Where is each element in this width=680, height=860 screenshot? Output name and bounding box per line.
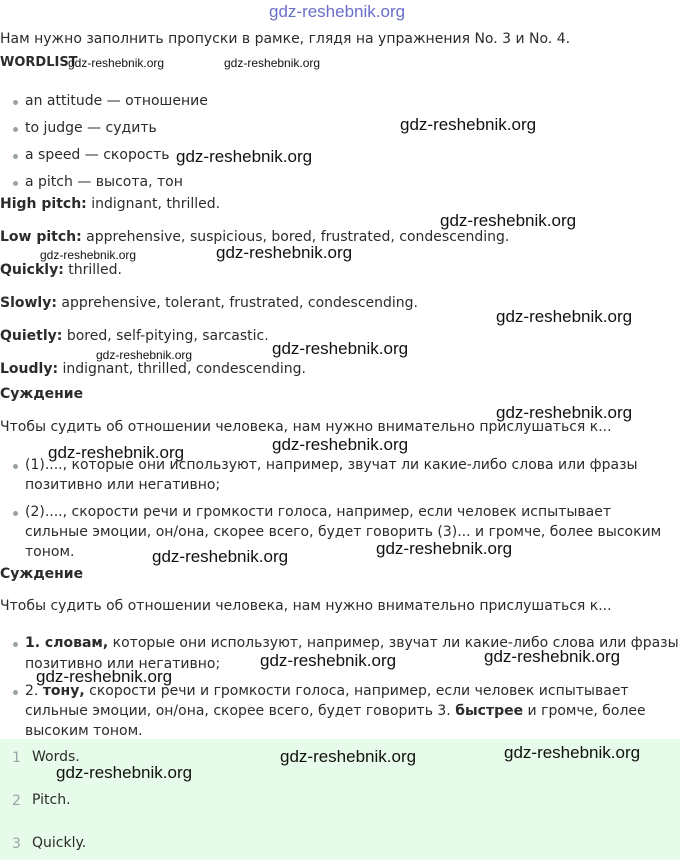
watermark: gdz-reshebnik.org [496,307,633,326]
section1-bullet1-line1: (1)...., которые они используют, например, звучат ли какие-либо слова или фразы [25,457,638,473]
answer-number: 2 [12,793,21,809]
wordlist-item: a speed — скорость [25,147,170,163]
watermark: gdz-reshebnik.org [504,743,641,762]
wordlist-title: WORDLIST [0,55,78,70]
bullet-dot [13,690,18,695]
watermark: gdz-reshebnik.org [36,667,173,686]
watermark: gdz-reshebnik.org [40,248,137,262]
section2-bullet2-line3: высоким тоном. [25,723,143,739]
answer-text: Words. [32,749,80,765]
category-high-pitch: High pitch: indignant, thrilled. [0,196,221,212]
category-loudly: Loudly: indignant, thrilled, condescending. [0,361,306,377]
wordlist-item: to judge — судить [25,120,157,136]
watermark: gdz-reshebnik.org [176,147,313,166]
watermark: gdz-reshebnik.org [440,211,577,230]
bullet-dot [13,154,18,159]
watermark-top: gdz-reshebnik.org [269,2,406,21]
watermark: gdz-reshebnik.org [484,647,621,666]
watermark: gdz-reshebnik.org [152,547,289,566]
watermark: gdz-reshebnik.org [280,747,417,766]
bullet-dot [13,127,18,132]
category-low-pitch: Low pitch: apprehensive, suspicious, bored, frustrated, condescending. [0,229,510,245]
category-quickly: Quickly: thrilled. [0,262,122,278]
answer-number: 1 [12,750,21,766]
section2-bullet2-line1: 2. тону, скорости речи и громкости голоса, например, если человек испытывает [25,683,629,699]
section1-bullet2-line2: сильные эмоции, он/она, скорее всего, будет говорить (3)... и громче, более высоким [25,524,662,540]
watermark: gdz-reshebnik.org [376,539,513,558]
section1-bullet2-line3: тоном. [25,544,75,560]
intro-text: Нам нужно заполнить пропуски в рамке, глядя на упражнения No. 3 и No. 4. [0,31,571,47]
answer-text: Quickly. [32,835,87,851]
section2-bullet2-line2: сильные эмоции, он/она, скорее всего, будет говорить 3. быстрее и громче, более [25,703,646,719]
watermark: gdz-reshebnik.org [400,115,537,134]
watermark: gdz-reshebnik.org [96,348,193,362]
section1-bullet2-line1: (2)...., скорости речи и громкости голоса, например, если человек испытывает [25,504,611,520]
section1-title: Суждение [0,386,84,402]
wordlist-item: a pitch — высота, тон [25,174,183,190]
bullet-dot [13,100,18,105]
answer-number: 3 [12,836,21,852]
section1-lead: Чтобы судить об отношении человека, нам нужно внимательно прислушаться к... [0,419,612,435]
bullet-dot [13,464,18,469]
category-quietly: Quietly: bored, self-pitying, sarcastic. [0,328,269,344]
category-slowly: Slowly: apprehensive, tolerant, frustrated, condescending. [0,295,418,311]
wordlist-item: an attitude — отношение [25,93,208,109]
bullet-dot [13,642,18,647]
section1-bullet1-line2: позитивно или негативно; [25,477,221,493]
watermark: gdz-reshebnik.org [56,763,193,782]
section2-title: Суждение [0,566,84,582]
watermark: gdz-reshebnik.org [260,651,397,670]
watermark: gdz-reshebnik.org [272,339,409,358]
watermark: gdz-reshebnik.org [496,403,633,422]
section2-lead: Чтобы судить об отношении человека, нам нужно внимательно прислушаться к... [0,598,612,614]
bullet-dot [13,511,18,516]
section2-bullet1-line1: 1. словам, которые они используют, например, звучат ли какие-либо слова или фразы [25,635,679,651]
answer-text: Pitch. [32,792,71,808]
bullet-dot [13,181,18,186]
watermark: gdz-reshebnik.org [272,435,409,454]
section2-bullet1-line2: позитивно или негативно; [25,656,221,672]
watermark: gdz-reshebnik.org [216,243,353,262]
watermark: gdz-reshebnik.org [68,56,165,70]
watermark: gdz-reshebnik.org [224,56,321,70]
watermark: gdz-reshebnik.org [48,443,185,462]
